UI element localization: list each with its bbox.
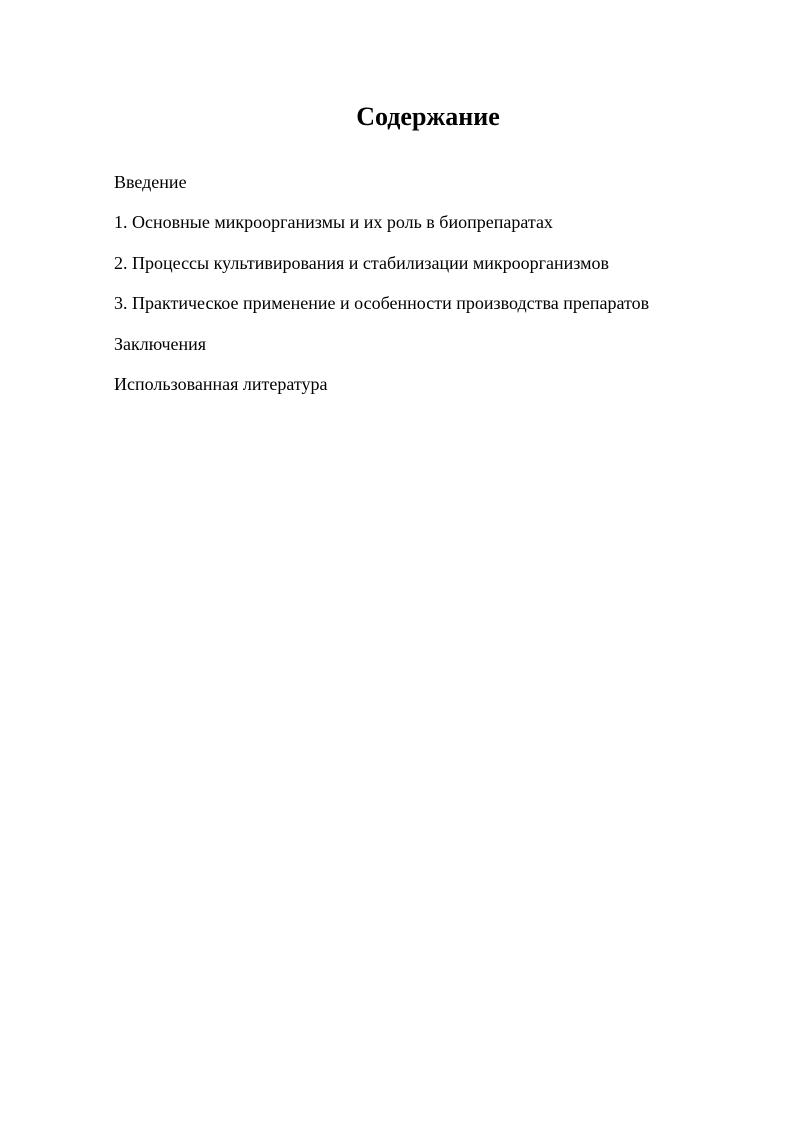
toc-item-chapter-3: 3. Практическое применение и особенности производства препаратов [114,293,650,314]
toc-item-conclusion: Заключения [114,333,207,354]
toc-item-introduction: Введение [114,172,187,192]
page-title: Содержание [356,102,500,131]
toc-item-chapter-1: 1. Основные микроорганизмы и их роль в биопрепаратах [114,212,553,233]
table-of-contents [114,170,649,412]
toc-item-chapter-2: 2. Процессы культивирования и стабилизации микроорганизмов [114,252,610,273]
toc-item-references: Использованная литература [114,373,328,394]
